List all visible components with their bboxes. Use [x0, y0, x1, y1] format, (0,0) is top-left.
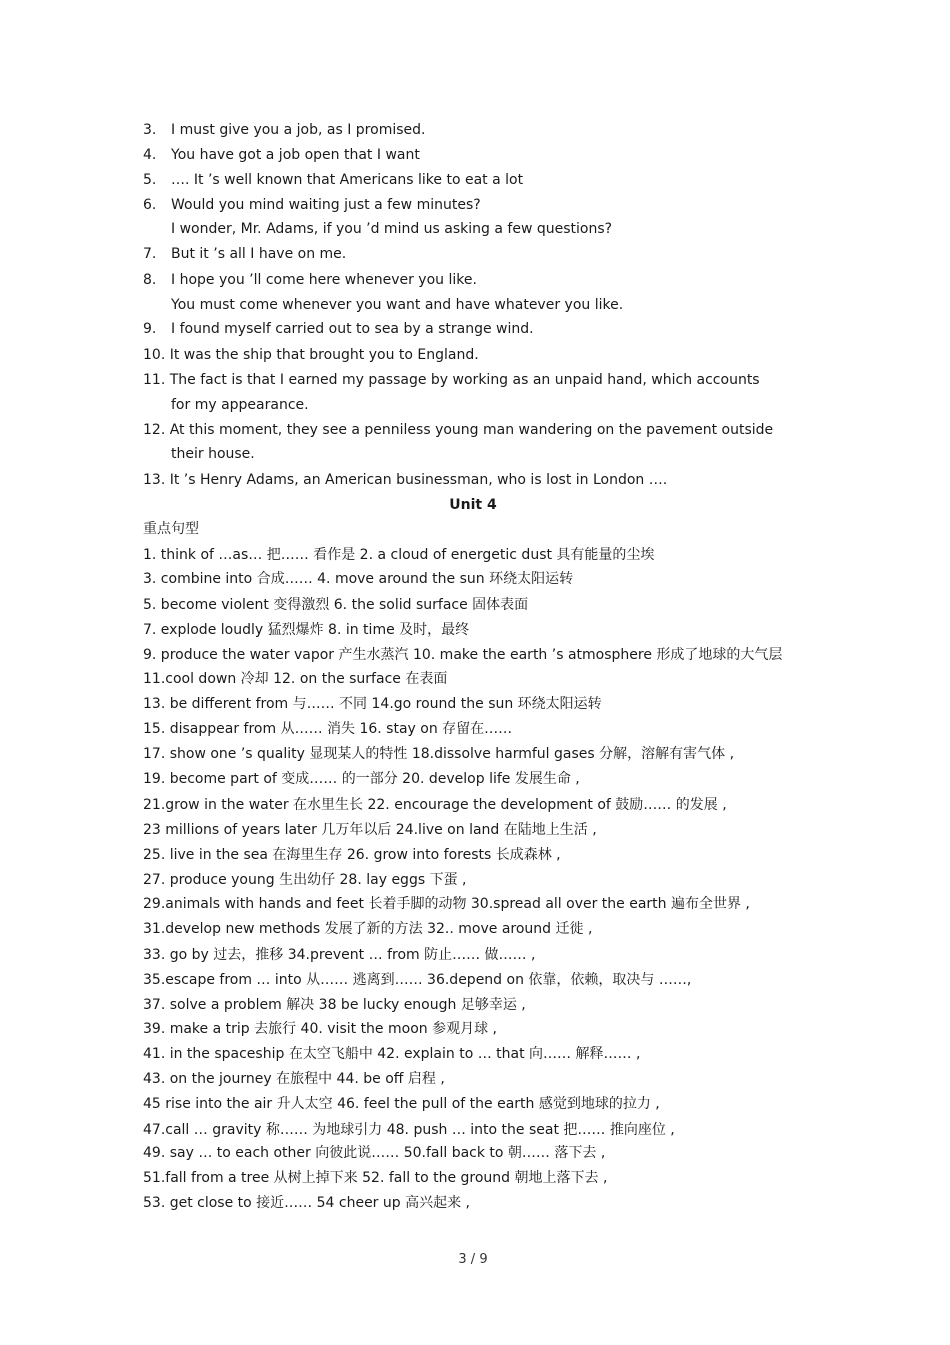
sentence-text: You must come whenever you want and have whatever you like.: [171, 297, 624, 313]
phrase-line: 15. disappear from 从…… 消失 16. stay on 存留在……: [143, 721, 513, 737]
sentence-line: [143, 146, 420, 164]
phrase-line: 31.develop new methods 发展了新的方法 32.. move around 迁徙 ,: [143, 921, 593, 937]
phrase-line: 37. solve a problem 解决 38 be lucky enough 足够幸运 ,: [143, 997, 526, 1013]
sentence-number: 7.: [143, 246, 157, 262]
phrase-line: 3. combine into 合成…… 4. move around the sun 环绕太阳运转: [143, 571, 574, 587]
sentence-line: [143, 271, 477, 289]
phrase-line: 45 rise into the air 升人太空 46. feel the pull of the earth 感觉到地球的拉力 ,: [143, 1096, 660, 1112]
sentence-text: Would you mind waiting just a few minutes?: [171, 197, 481, 213]
sentence-line: [143, 121, 425, 139]
sentence-number: 6.: [143, 197, 157, 213]
sentence-text: 12. At this moment, they see a penniless young man wandering on the pavement outside: [143, 422, 774, 438]
phrase-line: 17. show one ’s quality 显现某人的特性 18.dissolve harmful gases 分解，溶解有害气体 ,: [143, 746, 735, 762]
phrase-line: 9. produce the water vapor 产生水蒸汽 10. make the earth ’s atmosphere 形成了地球的大气层: [143, 647, 783, 663]
sentence-text: I found myself carried out to sea by a strange wind.: [171, 321, 534, 337]
sentence-text: But it ’s all I have on me.: [171, 246, 347, 262]
sentence-line: [171, 220, 612, 238]
sentence-text: their house.: [171, 446, 255, 462]
phrase-line: 51.fall from a tree 从树上掉下来 52. fall to the ground 朝地上落下去 ,: [143, 1170, 608, 1186]
sentence-number: 8.: [143, 272, 157, 288]
sentence-line: [143, 245, 346, 263]
phrase-line: 41. in the spaceship 在太空飞船中 42. explain to … that 向…… 解释…… ,: [143, 1046, 641, 1062]
phrase-line: 11.cool down 冷却 12. on the surface 在表面: [143, 671, 448, 687]
sentence-line: [143, 471, 667, 489]
sentence-line: [171, 396, 309, 414]
phrase-line: 39. make a trip 去旅行 40. visit the moon 参观月球 ,: [143, 1021, 497, 1037]
phrase-line: 19. become part of 变成…… 的一部分 20. develop life 发展生命 ,: [143, 771, 580, 787]
sentence-number: 4.: [143, 147, 157, 163]
sentence-text: I must give you a job, as I promised.: [171, 122, 426, 138]
phrase-line: 29.animals with hands and feet 长着手脚的动物 30.spread all over the earth 遍布全世界 ,: [143, 896, 750, 912]
sentence-text: …. It ’s well known that Americans like to eat a lot: [171, 172, 524, 188]
sentence-line: [171, 296, 623, 314]
section-heading: 重点句型: [143, 521, 199, 537]
sentence-text: I wonder, Mr. Adams, if you ’d mind us asking a few questions?: [171, 221, 613, 237]
sentence-line: [143, 371, 760, 389]
sentence-line: [143, 196, 481, 214]
phrase-line: 5. become violent 变得激烈 6. the solid surface 固体表面: [143, 597, 529, 613]
phrase-line: 53. get close to 接近…… 54 cheer up 高兴起来 ,: [143, 1195, 470, 1211]
sentence-line: [143, 421, 773, 439]
sentence-line: [143, 171, 523, 189]
phrase-line: 33. go by 过去，推移 34.prevent … from 防止…… 做…… ,: [143, 947, 536, 963]
phrase-line: 27. produce young 生出幼仔 28. lay eggs 下蛋 ,: [143, 872, 467, 888]
phrase-line: 23 millions of years later 几万年以后 24.live on land 在陆地上生活 ,: [143, 822, 597, 838]
sentence-text: I hope you ’ll come here whenever you like.: [171, 272, 477, 288]
sentence-text: for my appearance.: [171, 397, 309, 413]
phrase-line: 47.call … gravity 称…… 为地球引力 48. push … into the seat 把…… 推向座位 ,: [143, 1122, 675, 1138]
sentence-text: 10. It was the ship that brought you to England.: [143, 347, 479, 363]
sentence-number: 5.: [143, 172, 157, 188]
unit-title: Unit 4: [449, 497, 497, 513]
sentence-text: You have got a job open that I want: [171, 147, 420, 163]
phrase-line: 7. explode loudly 猛烈爆炸 8. in time 及时，最终: [143, 622, 470, 638]
phrase-line: 1. think of …as… 把…… 看作是 2. a cloud of energetic dust 具有能量的尘埃: [143, 547, 655, 563]
phrase-line: 49. say … to each other 向彼此说…… 50.fall back to 朝…… 落下去 ,: [143, 1145, 606, 1161]
phrase-line: 13. be different from 与…… 不同 14.go round the sun 环绕太阳运转: [143, 696, 602, 712]
page-number: 3 / 9: [458, 1252, 488, 1267]
sentence-number: 3.: [143, 122, 157, 138]
sentence-text: 13. It ’s Henry Adams, an American businessman, who is lost in London ….: [143, 472, 668, 488]
phrase-line: 21.grow in the water 在水里生长 22. encourage the development of 鼓励…… 的发展 ,: [143, 797, 727, 813]
sentence-line: [171, 445, 255, 463]
phrase-line: 35.escape from … into 从…… 逃离到…… 36.depend on 依靠，依赖，取决与 ……,: [143, 972, 692, 988]
sentence-line: [143, 346, 479, 364]
sentence-number: 9.: [143, 321, 157, 337]
phrase-line: 43. on the journey 在旅程中 44. be off 启程 ,: [143, 1071, 445, 1087]
phrase-line: 25. live in the sea 在海里生存 26. grow into forests 长成森林 ,: [143, 847, 561, 863]
sentence-line: [143, 320, 534, 338]
sentence-text: 11. The fact is that I earned my passage by working as an unpaid hand, which accounts: [143, 372, 760, 388]
